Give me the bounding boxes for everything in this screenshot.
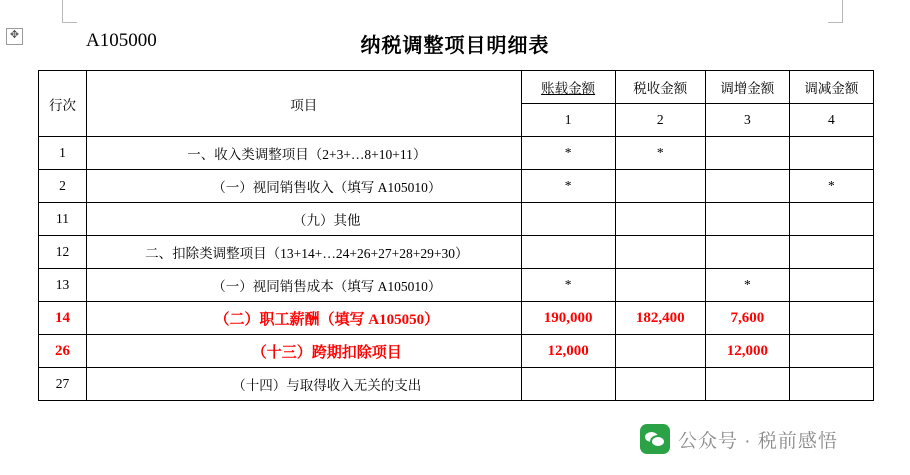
row-value-2: *: [615, 137, 705, 170]
row-value-2: [615, 335, 705, 368]
row-value-1: *: [521, 137, 615, 170]
header-item: 项目: [87, 71, 522, 137]
watermark-text: 公众号 · 税前感悟: [678, 430, 838, 452]
header-col1-label: 账载金额: [541, 81, 596, 96]
wechat-icon: [640, 424, 670, 454]
row-value-1: 190,000: [521, 302, 615, 335]
row-value-3: [705, 137, 789, 170]
row-value-3: [705, 170, 789, 203]
row-value-4: [789, 137, 873, 170]
page-corner-mark-top-right: [828, 0, 843, 23]
page-title: 纳税调整项目明细表: [360, 35, 550, 57]
header-col4: 调减金额: [789, 71, 873, 104]
row-item: [87, 368, 522, 401]
col-number-1: 1: [521, 104, 615, 137]
row-no: 12: [39, 236, 87, 269]
row-value-2: [615, 170, 705, 203]
row-value-2: 182,400: [615, 302, 705, 335]
row-value-4: [789, 269, 873, 302]
row-value-2: [615, 368, 705, 401]
row-item-label: （十三）跨期扣除项目: [251, 344, 402, 361]
row-value-2: [615, 203, 705, 236]
table-row: [39, 302, 874, 335]
row-no: 26: [39, 335, 87, 368]
form-code: A105000: [86, 30, 157, 51]
row-no: 2: [39, 170, 87, 203]
table-header-row: [39, 71, 874, 104]
row-item: [87, 236, 522, 269]
row-item: [87, 170, 522, 203]
row-item-label: （十四）与取得收入无关的支出: [232, 378, 422, 393]
table-row: [39, 368, 874, 401]
row-value-1: [521, 236, 615, 269]
row-value-3: [705, 203, 789, 236]
table-row: [39, 236, 874, 269]
row-item: [87, 335, 522, 368]
header-row-no: 行次: [39, 71, 87, 137]
row-item-label: 一、收入类调整项目（2+3+…8+10+11）: [187, 147, 427, 162]
row-no: 14: [39, 302, 87, 335]
row-item-label: （二）职工薪酬（填写 A105050）: [214, 311, 440, 328]
row-value-4: [789, 302, 873, 335]
row-value-3: 7,600: [705, 302, 789, 335]
row-value-3: 12,000: [705, 335, 789, 368]
row-no: 11: [39, 203, 87, 236]
row-item: [87, 137, 522, 170]
row-value-1: *: [521, 170, 615, 203]
table-row: [39, 269, 874, 302]
row-value-4: [789, 335, 873, 368]
row-no: 27: [39, 368, 87, 401]
table-row: [39, 335, 874, 368]
row-item: [87, 269, 522, 302]
row-value-3: *: [705, 269, 789, 302]
table-row: [39, 137, 874, 170]
row-value-1: [521, 203, 615, 236]
row-no: 1: [39, 137, 87, 170]
table-row: [39, 203, 874, 236]
row-item: [87, 302, 522, 335]
watermark-badge: [640, 424, 838, 454]
row-value-4: [789, 368, 873, 401]
row-no: 13: [39, 269, 87, 302]
page-corner-mark-top-left: [62, 0, 77, 23]
col-number-3: 3: [705, 104, 789, 137]
col-number-4: 4: [789, 104, 873, 137]
col-number-2: 2: [615, 104, 705, 137]
row-value-4: [789, 203, 873, 236]
row-value-1: 12,000: [521, 335, 615, 368]
row-item: [87, 203, 522, 236]
row-item-label: （九）其他: [293, 213, 361, 228]
row-value-4: *: [789, 170, 873, 203]
row-item-label: （一）视同销售收入（填写 A105010）: [212, 180, 442, 195]
row-value-2: [615, 236, 705, 269]
row-value-4: [789, 236, 873, 269]
row-item-label: 二、扣除类调整项目（13+14+…24+26+27+28+29+30）: [145, 246, 469, 261]
row-value-3: [705, 368, 789, 401]
tax-adjustment-table: [38, 70, 874, 401]
row-item-label: （一）视同销售成本（填写 A105010）: [212, 279, 442, 294]
row-value-2: [615, 269, 705, 302]
row-value-3: [705, 236, 789, 269]
header-col2: 税收金额: [615, 71, 705, 104]
row-value-1: *: [521, 269, 615, 302]
row-value-1: [521, 368, 615, 401]
header-col3: 调增金额: [705, 71, 789, 104]
table-row: [39, 170, 874, 203]
table-move-handle[interactable]: ✥: [6, 28, 23, 45]
header-col1: [521, 71, 615, 104]
